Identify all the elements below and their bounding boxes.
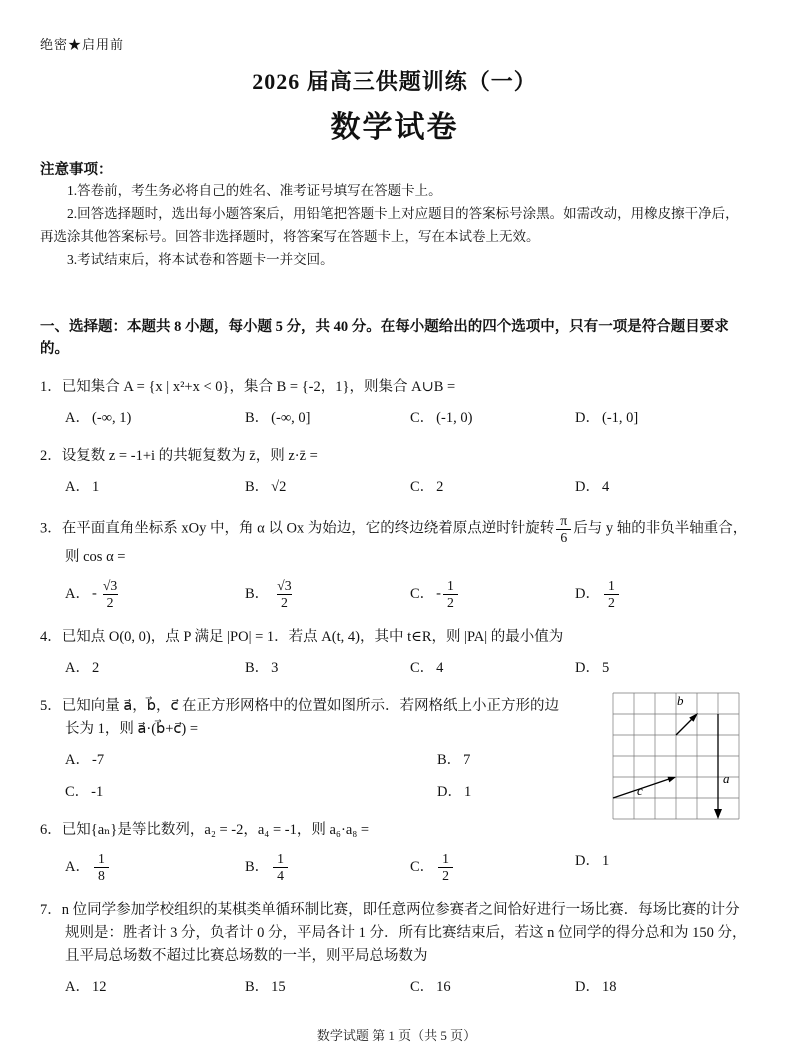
fraction-denominator: 2 xyxy=(438,867,453,884)
notice-heading: 注意事项： xyxy=(40,162,113,178)
option-label: C． xyxy=(410,858,435,875)
option-label: B． xyxy=(245,478,270,495)
question-4-stem xyxy=(40,626,749,649)
q3-option-b xyxy=(245,578,410,611)
option-label: A． xyxy=(65,752,90,769)
option-text: 5 xyxy=(601,660,610,677)
option-text: 2 xyxy=(436,478,444,495)
option-label: B． xyxy=(245,858,270,875)
vector-c-label: c⃗ xyxy=(637,782,653,798)
question-4-options xyxy=(65,658,749,680)
option-label: A． xyxy=(65,979,90,996)
option-text: √2 xyxy=(271,478,287,495)
question-2-stem xyxy=(40,445,749,468)
question-1 xyxy=(40,376,749,430)
fraction xyxy=(94,851,109,884)
stem-text: 已知点 O(0, 0)，点 P 满足 |PO| = 1．若点 A(t, 4)，其中 t∈R，则 |PA| 的最小值为 xyxy=(61,629,564,645)
option-label: C． xyxy=(410,979,435,996)
question-5-stem xyxy=(40,695,571,741)
q2-option-a xyxy=(65,477,245,499)
question-7-options xyxy=(65,977,749,999)
option-text: 18 xyxy=(601,979,617,996)
option-label: C． xyxy=(410,660,435,677)
fraction xyxy=(99,578,121,611)
question-3 xyxy=(40,513,749,611)
classification-label: 绝密★启用前 xyxy=(40,37,125,52)
option-label: D． xyxy=(575,853,600,869)
q1-option-b xyxy=(245,408,410,430)
option-label: D． xyxy=(575,979,600,996)
vector-labels xyxy=(637,693,740,798)
fraction xyxy=(438,851,453,884)
question-number: 5． xyxy=(40,697,62,714)
q6-option-a xyxy=(65,851,245,884)
option-text: 12 xyxy=(91,979,107,996)
fraction-numerator: 1 xyxy=(607,578,615,594)
exam-subtitle: 数学试卷 xyxy=(330,111,459,144)
q4-option-a xyxy=(65,658,245,680)
option-text: 16 xyxy=(436,979,451,996)
option-label: B． xyxy=(245,409,270,426)
question-7 xyxy=(40,899,749,999)
question-5 xyxy=(40,692,749,804)
q1-option-d xyxy=(575,408,749,430)
question-number: 7． xyxy=(40,901,62,918)
fraction-numerator: 1 xyxy=(447,578,454,594)
option-label: D． xyxy=(575,409,600,426)
option-label: A． xyxy=(65,409,90,426)
option-text: -1 xyxy=(91,784,104,801)
option-label: D． xyxy=(575,660,600,677)
fraction-denominator: 4 xyxy=(273,867,288,884)
question-7-stem xyxy=(40,899,749,969)
option-text: (-1, 0] xyxy=(601,409,639,426)
q2-option-c xyxy=(410,477,575,499)
q2-option-b xyxy=(245,477,410,499)
section-heading: 一、选择题：本题共 8 小题，每小题 5 分，共 40 分。在每小题给出的四个选项中，只有一项是符合题目要求的。 xyxy=(40,319,729,357)
fraction-denominator: 2 xyxy=(103,594,118,611)
option-label: C． xyxy=(410,585,435,602)
option-label: A． xyxy=(65,585,90,602)
notice-item-1: 1.答卷前，考生务必将自己的姓名、准考证号填写在答题卡上。 xyxy=(67,183,442,198)
fraction-numerator: π xyxy=(560,513,568,529)
option-text: 3 xyxy=(271,660,279,677)
notice-item-3: 3.考试结束后，将本试卷和答题卡一并交回。 xyxy=(67,251,334,267)
vector-grid-figure xyxy=(609,689,749,830)
option-label: B． xyxy=(245,585,270,602)
q2-option-d xyxy=(575,477,749,499)
stem-text: 设复数 z = -1+i 的共轭复数为 z̄，则 z·z̄ = xyxy=(61,447,318,464)
question-3-options xyxy=(65,578,749,611)
option-text: 1 xyxy=(91,478,100,495)
q3-option-d xyxy=(575,578,749,611)
question-2-options xyxy=(65,477,749,499)
stem-text: 已知{aₙ}是等比数列，a₂ = -2，a₄ = -1，则 a₆·a₈ = xyxy=(61,821,370,838)
question-1-options xyxy=(65,408,749,430)
stem-text: 在平面直角坐标系 xOy 中，角 α 以 Ox 为始边，它的终边绕着原点逆时针旋转 xyxy=(61,521,555,538)
option-text: 4 xyxy=(601,478,610,495)
fraction-numerator: √3 xyxy=(102,578,118,594)
q7-option-d xyxy=(575,977,749,999)
option-label: C． xyxy=(65,784,90,801)
question-1-stem xyxy=(40,376,749,399)
fraction xyxy=(604,578,619,611)
vector-a-label: a⃗ xyxy=(723,770,740,786)
option-label: B． xyxy=(245,979,270,996)
option-sign: - xyxy=(91,585,97,602)
q5-option-d xyxy=(437,782,571,804)
q5-option-b xyxy=(437,750,571,772)
question-number: 2． xyxy=(40,447,62,464)
option-text: 7 xyxy=(463,752,471,769)
q5-option-a xyxy=(65,750,437,772)
option-label: D． xyxy=(437,784,462,801)
option-text: 15 xyxy=(271,979,286,996)
option-sign: - xyxy=(436,585,442,602)
fraction-numerator: 1 xyxy=(97,851,105,866)
option-text: 4 xyxy=(436,660,444,677)
option-label: B． xyxy=(245,660,270,677)
fraction xyxy=(273,578,295,611)
option-label: A． xyxy=(65,660,90,677)
notice-item-2: 2.回答选择题时，选出每小题答案后，用铅笔把答题卡上对应题目的答案标号涂黑。如需改动，用橡皮擦干净后，再选涂其他答案标号。回答非选择题时，将答案写在答题卡上，写在本试卷上无效。 xyxy=(40,206,739,244)
question-number: 3． xyxy=(40,521,62,538)
q3-option-c xyxy=(410,578,575,611)
option-label: C． xyxy=(410,478,435,495)
fraction-denominator: 2 xyxy=(277,594,292,611)
fraction-denominator: 6 xyxy=(556,529,571,546)
option-text: 1 xyxy=(601,853,610,869)
option-label: A． xyxy=(65,858,90,875)
fraction xyxy=(556,513,571,546)
option-label: C． xyxy=(410,409,435,426)
option-text: 2 xyxy=(91,660,100,677)
question-number: 4． xyxy=(40,629,62,645)
q1-option-c xyxy=(410,408,575,430)
q6-option-b xyxy=(245,851,410,884)
page-footer: 数学试题 第 1 页（共 5 页） xyxy=(316,1028,477,1043)
option-text: 1 xyxy=(463,784,472,801)
vector-grid-svg xyxy=(609,689,749,825)
option-text: -7 xyxy=(91,752,105,769)
exam-title: 2026 届高三供题训练（一） xyxy=(252,69,537,94)
vector-b-label: b⃗ xyxy=(677,692,694,708)
option-label: D． xyxy=(575,585,600,602)
q6-option-d xyxy=(575,851,749,873)
q7-option-c xyxy=(410,977,575,999)
q5-option-c xyxy=(65,782,437,804)
option-label: D． xyxy=(575,478,600,495)
question-5-options xyxy=(65,750,571,804)
q6-option-c xyxy=(410,851,575,884)
grid-lines xyxy=(613,693,739,819)
option-text: (-1, 0) xyxy=(436,409,473,426)
stem-text: 后与 y 轴的非负半轴重合，则 cos α = xyxy=(65,521,748,566)
question-number: 1． xyxy=(40,378,62,395)
q3-option-a xyxy=(65,578,245,611)
option-text: (-∞, 0] xyxy=(271,409,311,426)
question-2 xyxy=(40,445,749,499)
fraction-numerator: 1 xyxy=(277,851,285,866)
q4-option-c xyxy=(410,658,575,680)
question-4 xyxy=(40,626,749,680)
q7-option-b xyxy=(245,977,410,999)
q1-option-a xyxy=(65,408,245,430)
question-3-stem xyxy=(40,513,749,569)
fraction-numerator: 1 xyxy=(442,851,450,866)
fraction xyxy=(443,578,458,611)
q7-option-a xyxy=(65,977,245,999)
q4-option-b xyxy=(245,658,410,680)
vector-a-arrow xyxy=(714,714,722,819)
vector-b-arrow xyxy=(676,713,698,735)
fraction-numerator: √3 xyxy=(277,578,292,594)
stem-text: 已知向量 a⃗，b⃗，c⃗ 在正方形网格中的位置如图所示．若网格纸上小正方形的边长为 1，则 a⃗·(b⃗+c⃗) = xyxy=(61,697,560,738)
question-6-options xyxy=(65,851,749,884)
stem-text: 已知集合 A = {x | x²+x < 0}，集合 B = {-2，1}，则集合 A∪B = xyxy=(61,378,456,395)
stem-text: n 位同学参加学校组织的某棋类单循环制比赛，即任意两位参赛者之间恰好进行一场比赛．每场比赛的计分规则是：胜者计 3 分，负者计 0 分，平局各计 1 分．所有比赛结束后，若这 n 位同学的得分总和为 150 分，且平局总场数不超过比赛总场数的一半，则平局总场数为 xyxy=(61,901,747,965)
fraction-denominator: 8 xyxy=(94,867,109,884)
option-text: (-∞, 1) xyxy=(91,409,132,426)
option-label: B． xyxy=(437,752,462,769)
fraction xyxy=(273,851,288,884)
fraction-denominator: 2 xyxy=(604,594,619,611)
question-number: 6． xyxy=(40,821,62,838)
q4-option-d xyxy=(575,658,749,680)
option-label: A． xyxy=(65,478,90,495)
fraction-denominator: 2 xyxy=(443,594,458,611)
